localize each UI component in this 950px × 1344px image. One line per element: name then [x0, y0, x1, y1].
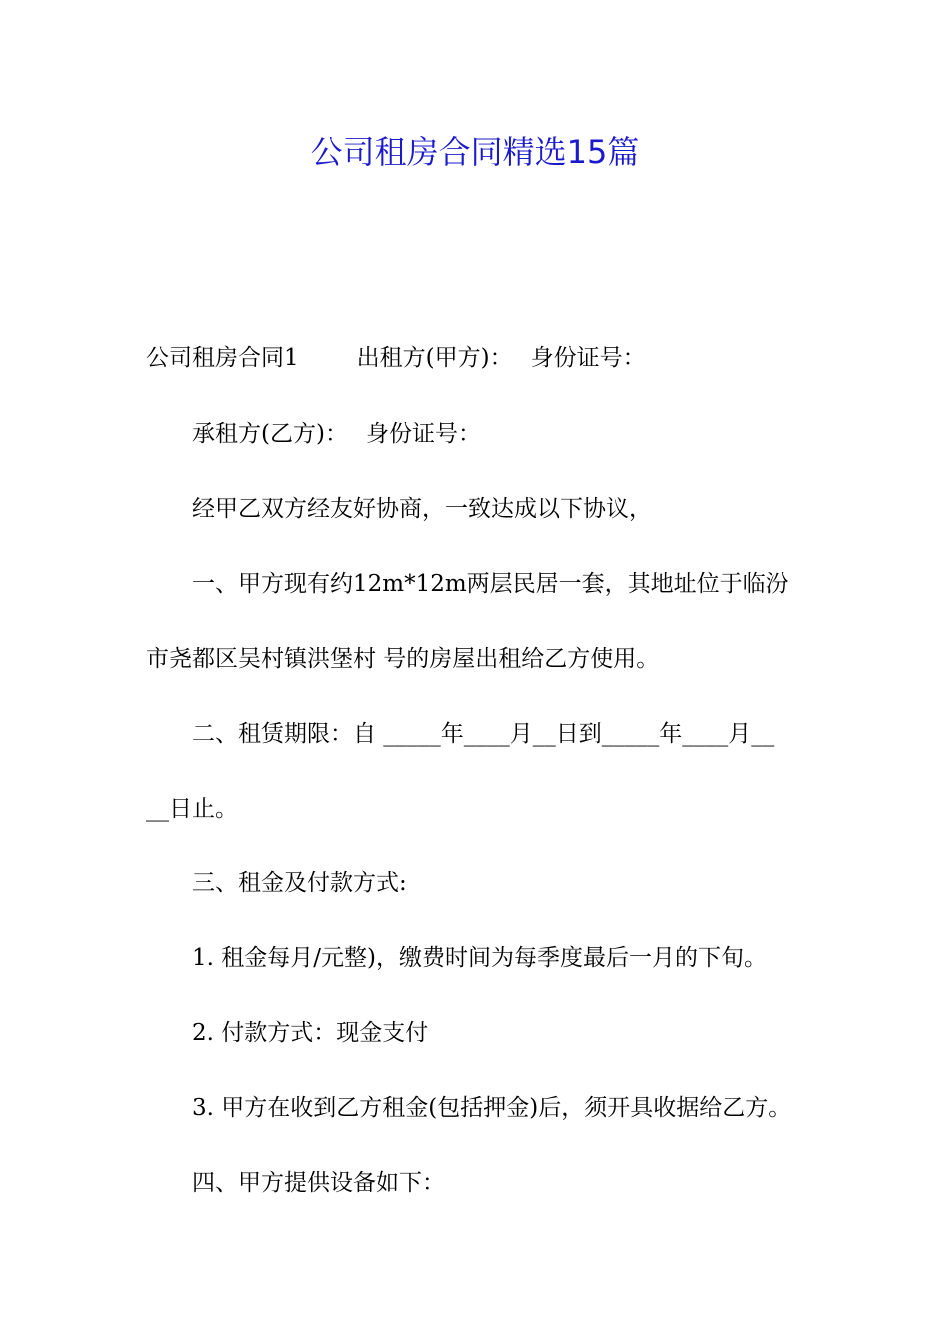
- clause-1-line-1: 一、甲方现有约12m*12m两层民居一套，其地址位于临汾: [192, 571, 789, 597]
- clause-2-line-2: __日止。: [146, 796, 238, 822]
- lessee-id-label: 身份证号：: [365, 421, 481, 447]
- lessor-id-label: 身份证号：: [530, 345, 646, 371]
- document-title: 公司租房合同精选15篇: [310, 133, 640, 171]
- lessee-label: 承租方(乙方)：: [192, 421, 348, 447]
- clause-3-item-2: 2. 付款方式：现金支付: [192, 1020, 429, 1046]
- clause-3-item-1: 1. 租金每月/元整)，缴费时间为每季度最后一月的下旬。: [192, 945, 767, 971]
- lessor-label: 出租方(甲方)：: [356, 345, 513, 371]
- agreement-intro: 经甲乙双方经友好协商，一致达成以下协议，: [192, 496, 652, 522]
- contract-heading-line: [146, 341, 646, 375]
- clause-2-line-1: 二、租赁期限：自 _____年____月__日到_____年____月__: [192, 721, 775, 747]
- lessee-line: [192, 417, 481, 451]
- clause-1-line-2: 市尧都区吴村镇洪堡村 号的房屋出租给乙方使用。: [146, 646, 660, 672]
- clause-3-heading: 三、租金及付款方式:: [192, 870, 407, 896]
- contract-number: 公司租房合同1: [146, 345, 299, 371]
- clause-4-heading: 四、甲方提供设备如下：: [192, 1170, 445, 1196]
- clause-3-item-3: 3. 甲方在收到乙方租金(包括押金)后，须开具收据给乙方。: [192, 1095, 792, 1121]
